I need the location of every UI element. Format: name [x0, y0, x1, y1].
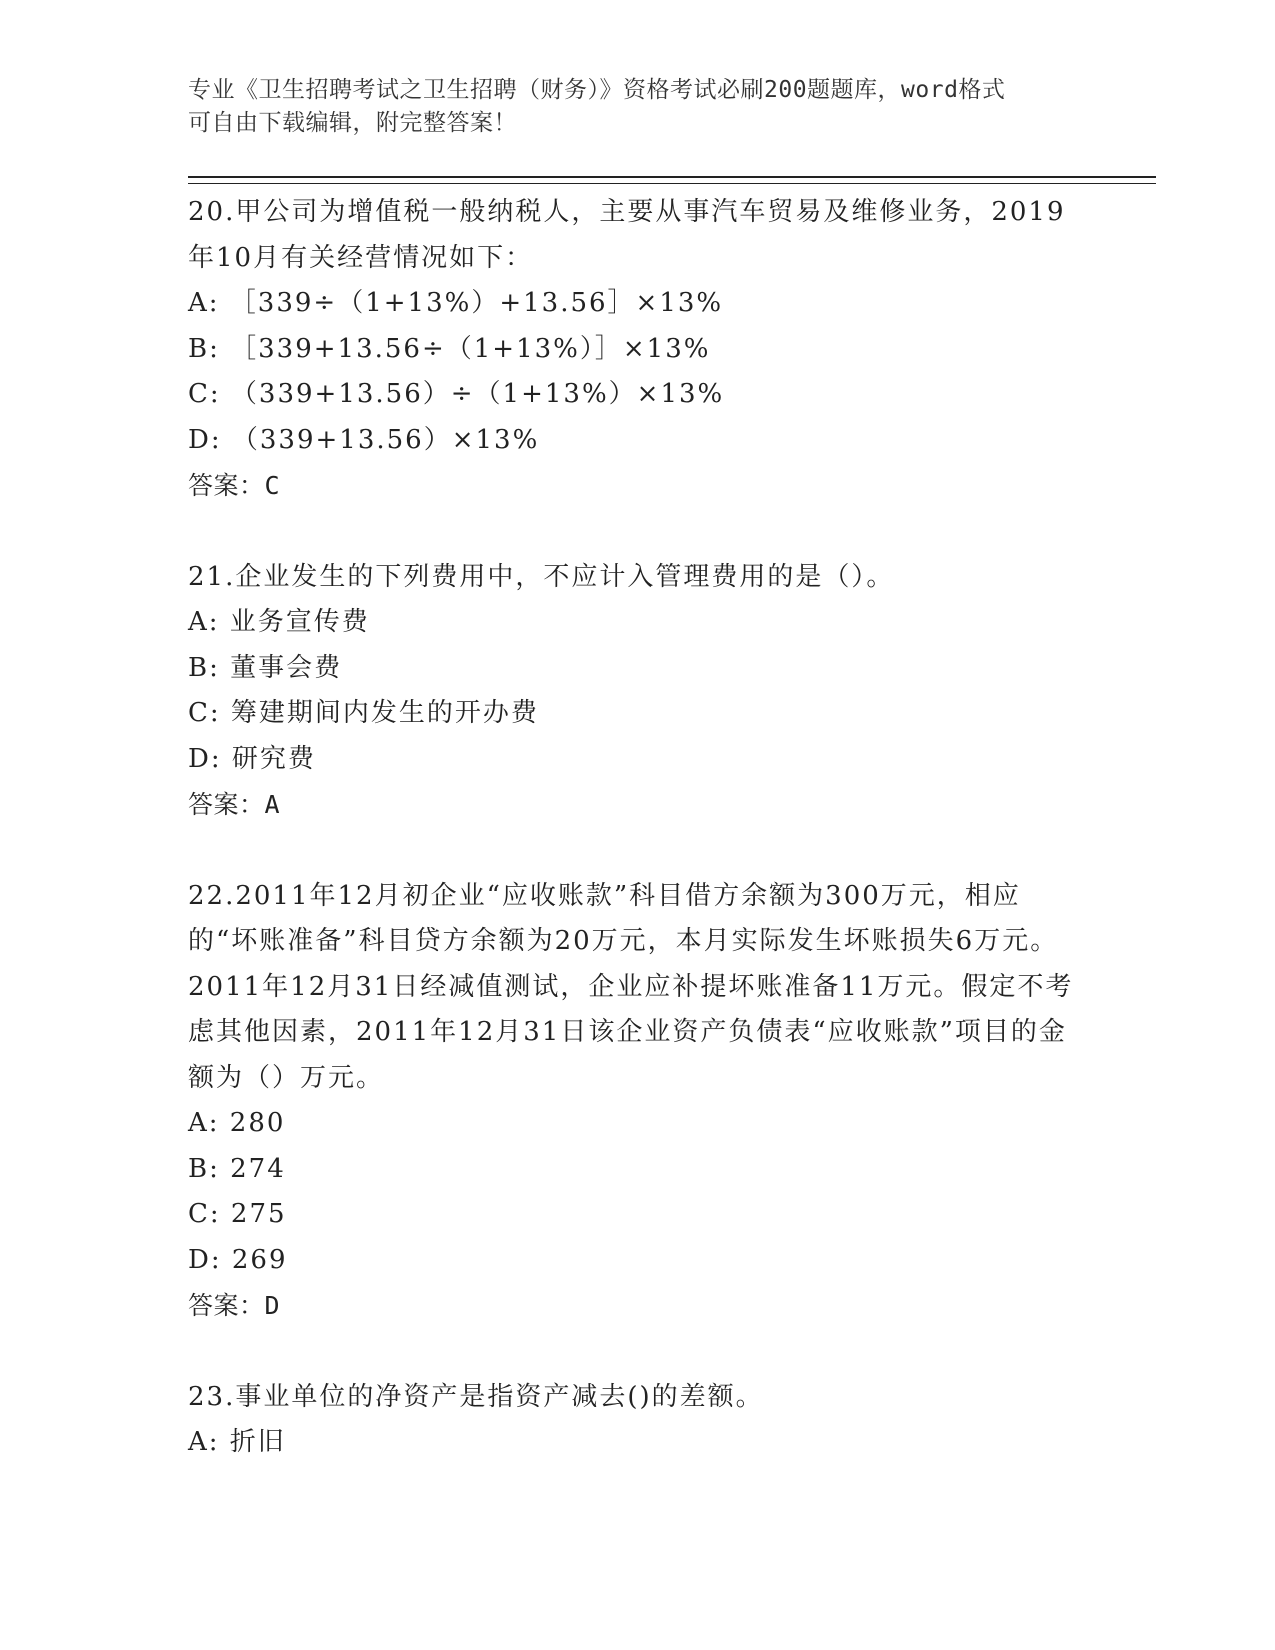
question-23	[188, 1375, 1078, 1466]
answer: 答案：C	[188, 471, 281, 500]
question-21	[188, 555, 1078, 828]
header-line-1: 专业《卫生招聘考试之卫生招聘（财务）》资格考试必刷200题题库，word格式	[188, 77, 1006, 103]
option-d: D: （339+13.56）×13%	[188, 424, 540, 455]
question-list	[188, 190, 1078, 1512]
option-d: D: 269	[188, 1244, 288, 1275]
option-a: A: 业务宣传费	[188, 607, 370, 637]
option-c: C: 筹建期间内发生的开办费	[188, 698, 539, 728]
question-text: 20.甲公司为增值税一般纳税人，主要从事汽车贸易及维修业务，2019年10月有关经营情况如下：	[188, 197, 1066, 273]
option-b: B: 董事会费	[188, 652, 343, 683]
question-text: 23.事业单位的净资产是指资产减去()的差额。	[188, 1381, 764, 1412]
answer: 答案：D	[188, 1291, 281, 1320]
question-text: 21.企业发生的下列费用中，不应计入管理费用的是（）。	[188, 561, 895, 592]
header-divider-thin	[188, 183, 1156, 184]
answer: 答案：A	[188, 790, 281, 819]
option-a: A: 280	[188, 1108, 286, 1138]
option-c: C: （339+13.56）÷（1+13%）×13%	[188, 379, 725, 409]
question-22	[188, 874, 1078, 1329]
header-line-2: 可自由下载编辑，附完整答案！	[188, 110, 517, 136]
question-20	[188, 190, 1078, 509]
option-d: D: 研究费	[188, 743, 316, 774]
question-text: 22.2011年12月初企业“应收账款”科目借方余额为300万元，相应的“坏账准备”科目贷方余额为20万元，本月实际发生坏账损失6万元。2011年12月31日经减值测试，企业应补提坏账准备11万元。假定不考虑其他因素，2011年12月31日该企业资产负债表“应收账款”项目的金额为（）万元。	[188, 880, 1074, 1093]
header-divider-thick	[188, 176, 1156, 178]
option-c: C: 275	[188, 1199, 287, 1229]
document-header	[188, 74, 1068, 140]
option-b: B: 274	[188, 1153, 286, 1184]
option-a: A: ［339÷（1+13%）+13.56］×13%	[188, 288, 724, 318]
option-a: A: 折旧	[188, 1427, 286, 1457]
option-b: B: ［339+13.56÷（1+13%）］×13%	[188, 333, 711, 364]
